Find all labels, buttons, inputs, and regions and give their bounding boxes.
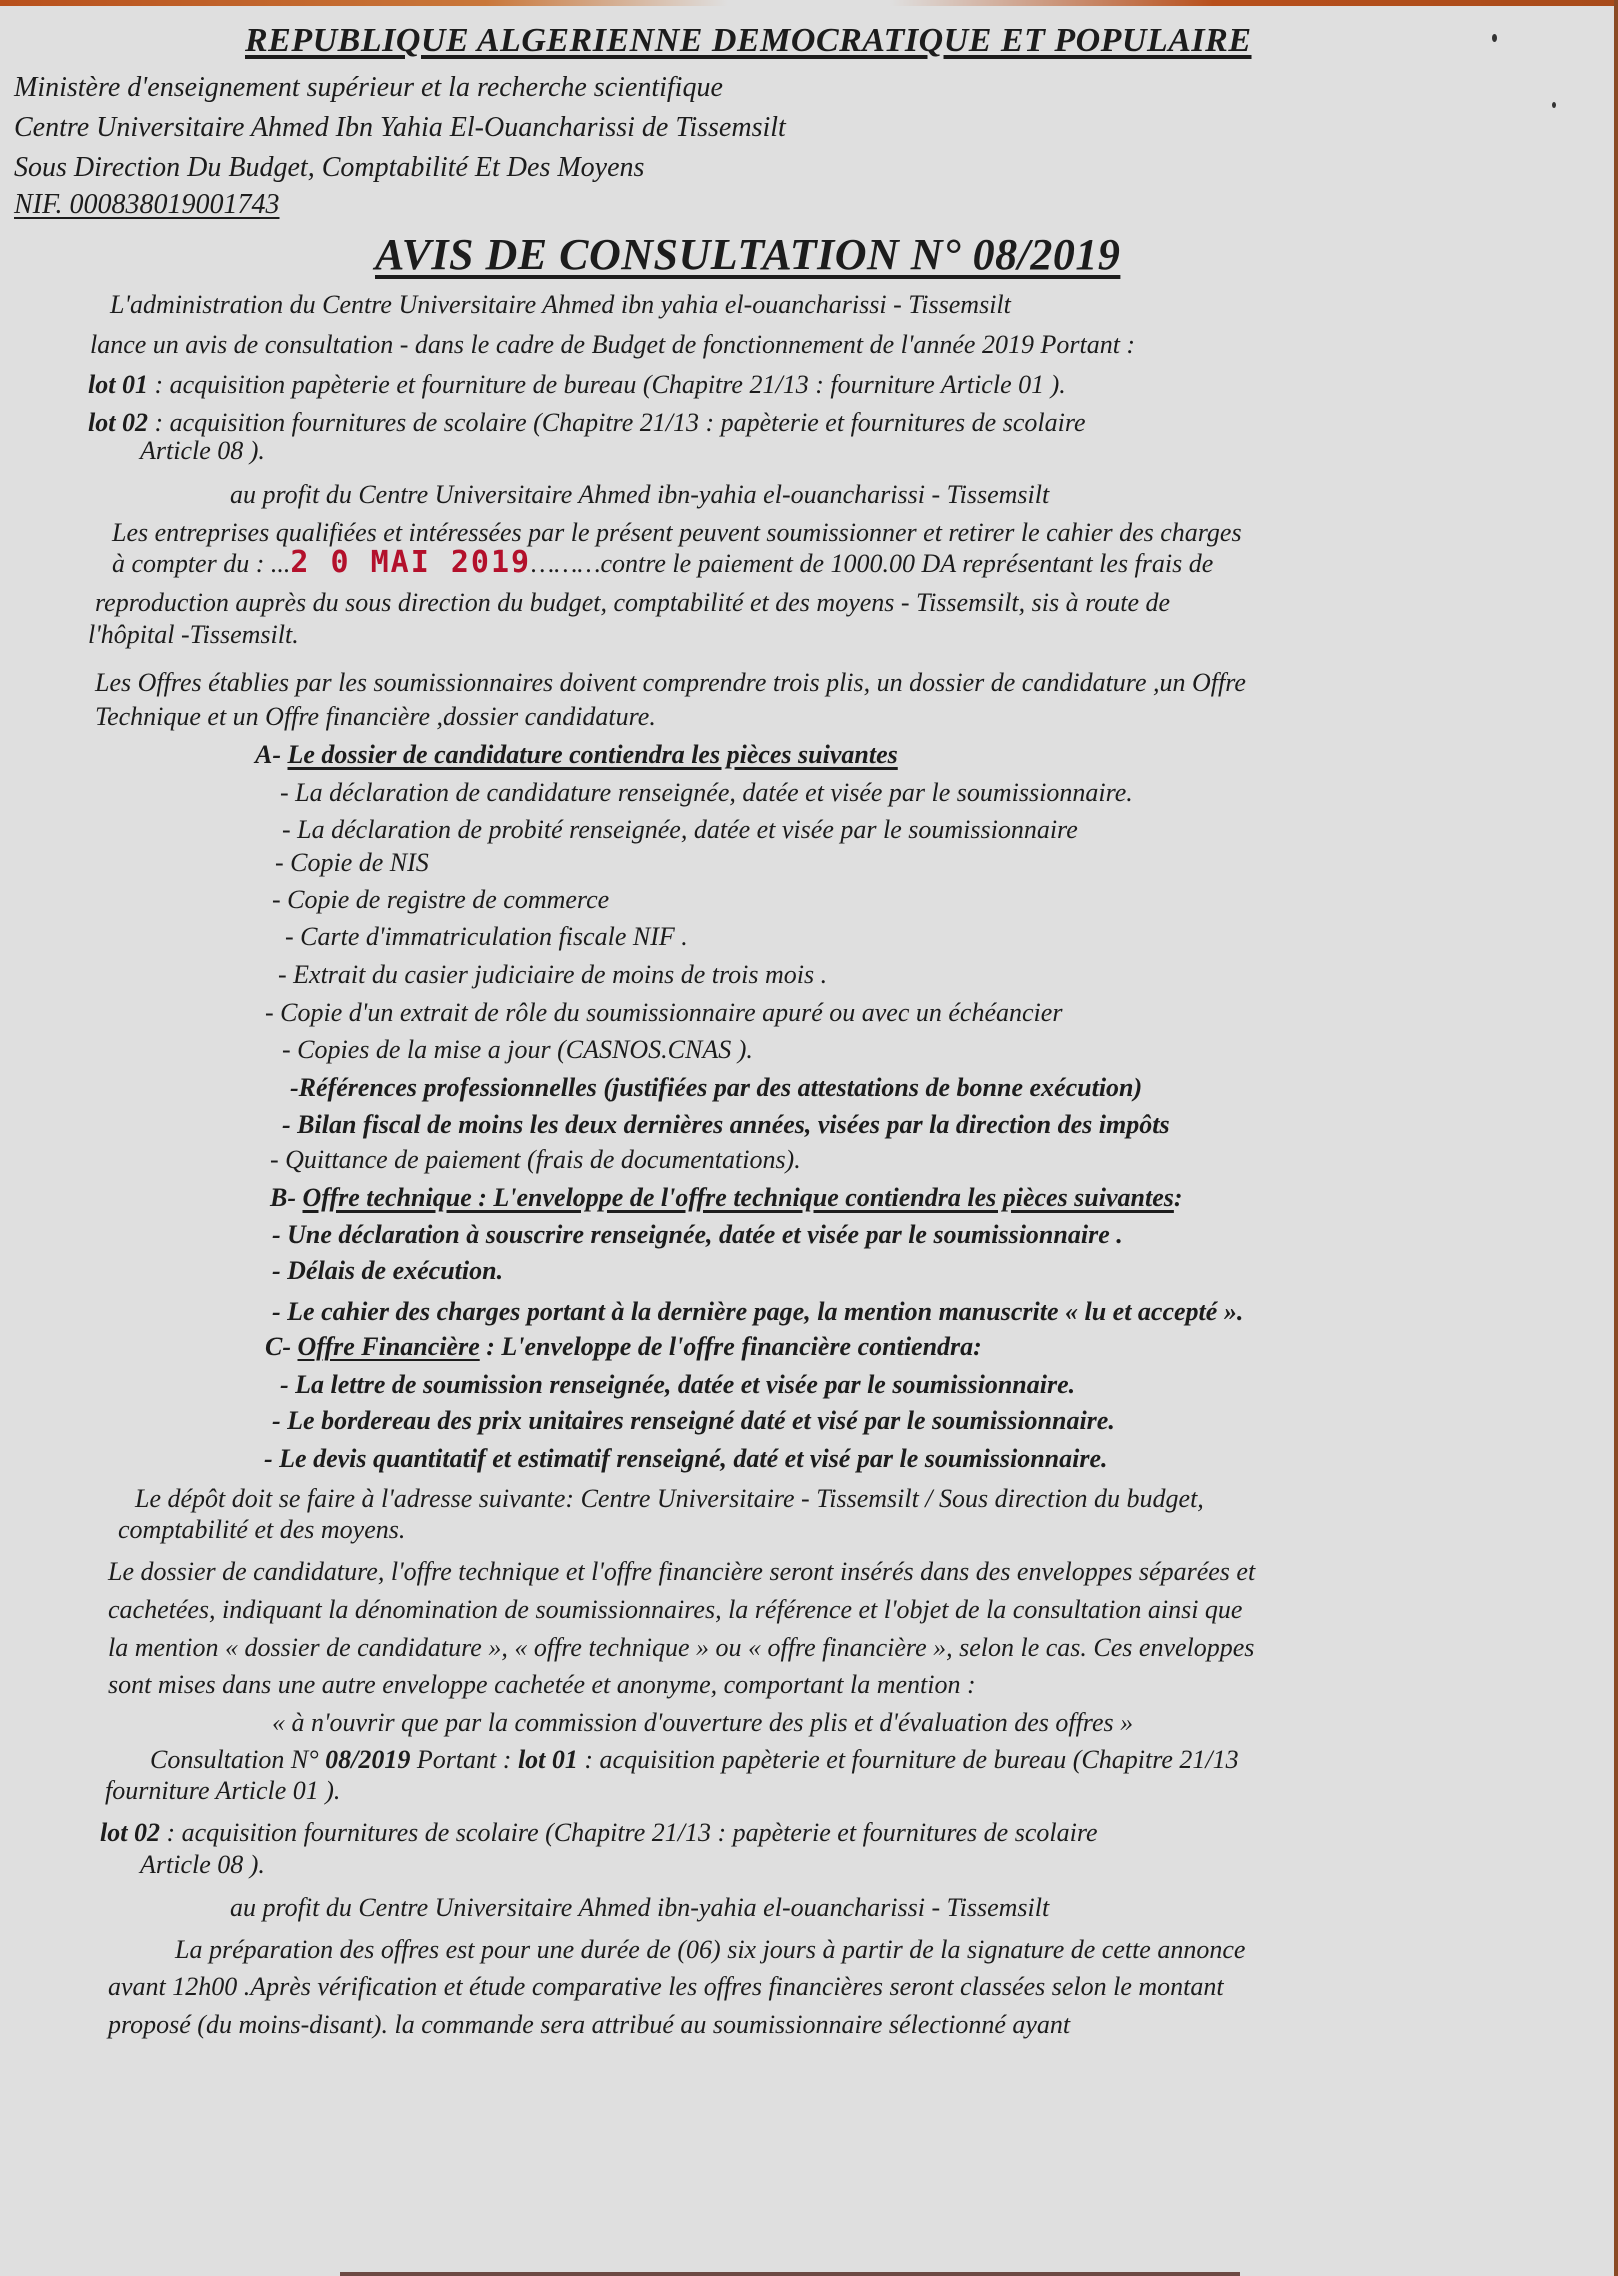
section-c-title: Offre Financière — [297, 1332, 480, 1361]
recap-line-1 — [150, 1745, 1239, 1775]
section-c-heading — [265, 1332, 982, 1362]
direction-line: Sous Direction Du Budget, Comptabilité Et Des Moyens — [14, 152, 645, 183]
recap-profit: au profit du Centre Universitaire Ahmed ibn-yahia el-ouancharissi - Tissemsilt — [230, 1893, 1050, 1922]
section-c-item: - Le bordereau des prix unitaires renseigné daté et visé par le soumissionnaire. — [272, 1406, 1115, 1435]
section-a-prefix: A- — [255, 740, 288, 769]
ink-speck — [1552, 102, 1556, 108]
section-a-item: - La déclaration de probité renseignée, datée et visée par le soumissionnaire — [282, 815, 1078, 844]
enveloppes-line-4: sont mises dans une autre enveloppe cachetée et anonyme, comportant la mention : — [108, 1670, 976, 1699]
offres-line-1: Les Offres établies par les soumissionnaires doivent comprendre trois plis, un dossier de candidature ,un Offre — [95, 668, 1246, 697]
enveloppes-line-1: Le dossier de candidature, l'offre technique et l'offre financière seront insérés dans des enveloppes séparées et — [108, 1557, 1256, 1586]
intro-line-2: lance un avis de consultation - dans le cadre de Budget de fonctionnement de l'année 2019 Portant : — [90, 330, 1136, 359]
ministry-line: Ministère d'enseignement supérieur et la recherche scientifique — [14, 72, 723, 103]
nif-text: NIF. 000838019001743 — [14, 189, 280, 220]
page-title-text: AVIS DE CONSULTATION N° 08/2019 — [375, 230, 1121, 279]
retrait-line-4: l'hôpital -Tissemsilt. — [88, 620, 299, 649]
section-b-item: - Délais de exécution. — [272, 1256, 504, 1285]
centre-line: Centre Universitaire Ahmed Ibn Yahia El-Ouancharissi de Tissemsilt — [14, 112, 786, 143]
retrait-line-1: Les entreprises qualifiées et intéressées par le présent peuvent soumissionner et retirer le cahier des charges — [112, 518, 1242, 547]
recap-number: 08/2019 — [325, 1745, 411, 1774]
recap-prefix: Consultation N° — [150, 1745, 326, 1774]
nif-line — [14, 190, 280, 220]
recap-lot01-text: : acquisition papèterie et fourniture de bureau (Chapitre 21/13 — [577, 1745, 1239, 1774]
section-b-heading — [270, 1183, 1183, 1213]
section-b-title: Offre technique : L'enveloppe de l'offre technique contiendra les pièces suivantes — [302, 1183, 1174, 1212]
section-a-item: - La déclaration de candidature renseignée, datée et visée par le soumissionnaire. — [280, 778, 1133, 807]
intro-lot02 — [88, 408, 1086, 438]
intro-profit: au profit du Centre Universitaire Ahmed ibn-yahia el-ouancharissi - Tissemsilt — [230, 480, 1050, 509]
lot01-label: lot 01 — [88, 370, 148, 399]
paper-edge-bottom — [340, 2272, 1240, 2276]
section-a-item: - Extrait du casier judiciaire de moins de trois mois . — [278, 960, 828, 989]
section-a-heading — [255, 740, 898, 770]
republic-heading — [245, 22, 1252, 59]
section-a-item: - Copie de NIS — [275, 848, 429, 877]
ink-speck — [1492, 34, 1497, 42]
retrait-line-2 — [112, 545, 1214, 580]
section-b-item: - Une déclaration à souscrire renseignée, datée et visée par le soumissionnaire . — [272, 1220, 1123, 1249]
recap-line-2: fourniture Article 01 ). — [105, 1776, 341, 1805]
intro-lot01 — [88, 370, 1066, 400]
section-b-item: - Le cahier des charges portant à la dernière page, la mention manuscrite « lu et accepté ». — [272, 1297, 1244, 1326]
retrait-line-3: reproduction auprès du sous direction du budget, comptabilité et des moyens - Tissemsilt, sis à route de — [95, 588, 1171, 617]
section-a-item: - Quittance de paiement (frais de documentations). — [270, 1145, 801, 1174]
republic-heading-text: REPUBLIQUE ALGERIENNE DEMOCRATIQUE ET POPULAIRE — [245, 22, 1252, 59]
date-stamp: 2 0 MAI 2019 — [290, 545, 532, 580]
page-title — [375, 230, 1121, 279]
enveloppes-line-2: cachetées, indiquant la dénomination de soumissionnaires, la référence et l'objet de la consultation ainsi que — [108, 1595, 1243, 1624]
enveloppes-mention: « à n'ouvrir que par la commission d'ouverture des plis et d'évaluation des offres » — [272, 1708, 1134, 1737]
section-a-item: -Références professionnelles (justifiées par des attestations de bonne exécution) — [290, 1073, 1143, 1102]
paper-edge-right — [1614, 0, 1618, 2276]
retrait-prefix: à compter du : ... — [112, 549, 291, 578]
section-b-prefix: B- — [270, 1183, 303, 1212]
paper-edge-top — [0, 0, 1618, 6]
intro-line-1: L'administration du Centre Universitaire Ahmed ibn yahia el-ouancharissi - Tissemsilt — [110, 290, 1011, 319]
section-c-suffix: : L'enveloppe de l'offre financière contiendra: — [479, 1332, 982, 1361]
recap-mid: Portant : — [410, 1745, 518, 1774]
recap-lot01-label: lot 01 — [517, 1745, 578, 1774]
preparation-line-1: La préparation des offres est pour une durée de (06) six jours à partir de la signature de cette annonce — [175, 1935, 1246, 1964]
section-b-suffix: : — [1173, 1183, 1183, 1212]
recap-lot02-text: : acquisition fournitures de scolaire (Chapitre 21/13 : papèterie et fournitures de scolaire — [159, 1818, 1098, 1847]
section-c-item: - La lettre de soumission renseignée, datée et visée par le soumissionnaire. — [280, 1370, 1076, 1399]
enveloppes-line-3: la mention « dossier de candidature », « offre technique » ou « offre financière », selon le cas. Ces enveloppes — [108, 1633, 1255, 1662]
section-a-title: Le dossier de candidature contiendra les pièces suivantes — [287, 740, 898, 769]
section-c-prefix: C- — [265, 1332, 298, 1361]
lot01-text: : acquisition papèterie et fourniture de bureau (Chapitre 21/13 : fourniture Article 01 ). — [147, 370, 1066, 399]
recap-lot02-cont: Article 08 ). — [140, 1850, 265, 1879]
recap-lot02 — [100, 1818, 1098, 1848]
section-a-item: - Copie de registre de commerce — [272, 885, 610, 914]
retrait-suffix: ………contre le paiement de 1000.00 DA représentant les frais de — [531, 549, 1214, 578]
preparation-line-2: avant 12h00 .Après vérification et étude comparative les offres financières seront classées selon le montant — [108, 1972, 1224, 2001]
offres-line-2: Technique et un Offre financière ,dossier candidature. — [95, 702, 656, 731]
section-a-item: - Bilan fiscal de moins les deux dernières années, visées par la direction des impôts — [282, 1110, 1170, 1139]
intro-lot02-cont: Article 08 ). — [140, 436, 265, 465]
recap-lot02-label: lot 02 — [100, 1818, 160, 1847]
lot02-text: : acquisition fournitures de scolaire (Chapitre 21/13 : papèterie et fournitures de scolaire — [147, 408, 1086, 437]
depot-line-1: Le dépôt doit se faire à l'adresse suivante: Centre Universitaire - Tissemsilt / Sous direction du budget, — [135, 1484, 1204, 1513]
section-c-item: - Le devis quantitatif et estimatif renseigné, daté et visé par le soumissionnaire. — [264, 1444, 1108, 1473]
section-a-item: - Copies de la mise a jour (CASNOS.CNAS ). — [282, 1035, 753, 1064]
preparation-line-3: proposé (du moins-disant). la commande sera attribué au soumissionnaire sélectionné ayant — [108, 2010, 1071, 2039]
lot02-label: lot 02 — [88, 408, 148, 437]
section-a-item: - Carte d'immatriculation fiscale NIF . — [285, 922, 688, 951]
section-a-item: - Copie d'un extrait de rôle du soumissionnaire apuré ou avec un échéancier — [265, 998, 1063, 1027]
depot-line-2: comptabilité et des moyens. — [118, 1515, 406, 1544]
